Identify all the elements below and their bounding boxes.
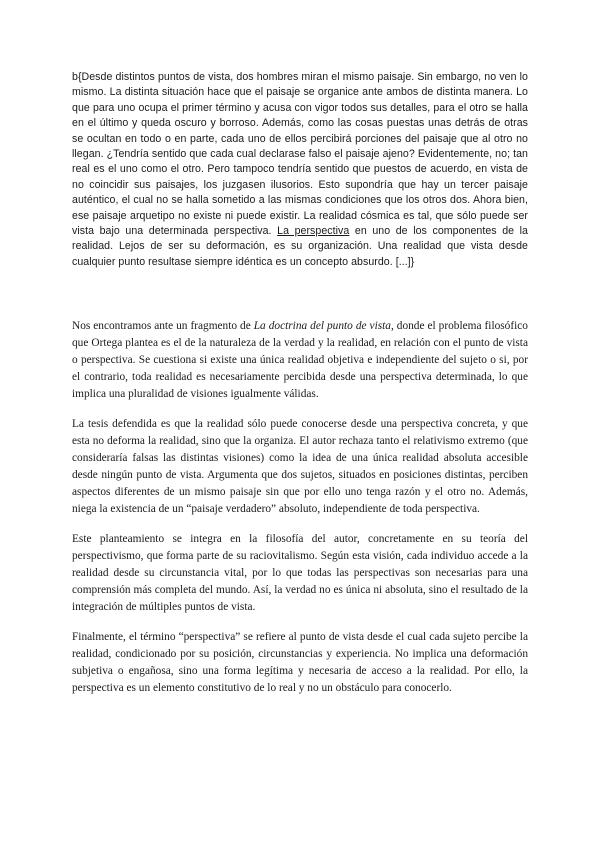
work-title: La doctrina del punto de vista,	[253, 320, 394, 332]
paragraph-1-rest: donde el problema filosófico que Ortega plantea es el de la naturaleza de la verdad y la realidad, en relación con el punto de vista o perspectiva. Se cuestiona si existe una única realidad objetiva e independiente del sujeto o si, por el contrario, toda realidad es necesariamente percibida desde una perspectiva determinada, lo que implica una pluralidad de visiones igualmente válidas.	[72, 320, 528, 400]
commentary-paragraph-3: Este planteamiento se integra en la filosofía del autor, concretamente en su teoría del perspectivismo, que forma parte de su raciovitalismo. Según esta visión, cada individuo accede a la realidad desde su circunstancia vital, por lo que todas las perspectivas son necesarias para una comprensión más completa del mundo. Así, la verdad no es única ni absoluta, sino el resultado de la integración de múltiples puntos de vista.	[72, 533, 528, 613]
commentary-paragraph-4: Finalmente, el término “perspectiva” se refiere al punto de vista desde el cual cada sujeto percibe la realidad, condicionado por su posición, circunstancias y experiencia. No implica una deformación subjetiva o engañosa, sino una forma legítima y necesaria de acceso a la realidad. Por ello, la perspectiva es un elemento constitutivo de lo real y no un obstáculo para conocerlo.	[72, 631, 528, 694]
commentary-block	[72, 318, 528, 710]
commentary-paragraph-2: La tesis defendida es que la realidad sólo puede conocerse desde una perspectiva concreta, y que esta no deforma la realidad, sino que la organiza. El autor rechaza tanto el relativismo extremo (que consideraría falsas las distintas visiones) como la idea de una única realidad absoluta accesible desde ningún punto de vista. Argumenta que dos sujetos, situados en posiciones distintas, perciben aspectos diferentes de un mismo paisaje sin que por ello uno tenga razón y el otro no. Además, niega la existencia de un “paisaje verdadero” absoluto, independiente de toda perspectiva.	[72, 418, 528, 515]
quoted-text-block	[72, 70, 528, 270]
commentary-paragraph-1	[72, 318, 528, 403]
paragraph-1-intro: Nos encontramos ante un fragmento de	[72, 320, 254, 332]
quote-underlined-term: La perspectiva	[277, 225, 350, 238]
quote-text-part1: b{Desde distintos puntos de vista, dos hombres miran el mismo paisaje. Sin embargo, no ven lo mismo. La distinta situación hace que el paisaje se organice ante ambos de distinta manera. Lo que para uno ocupa el primer término y acusa con vigor todos sus detalles, para el otro se halla en el último y queda oscuro y borroso. Además, como las cosas puestas unas detrás de otras se ocultan en todo o en parte, cada uno de ellos percibirá porciones del paisaje que al otro no llegan. ¿Tendría sentido que cada cual declarase falso el paisaje ajeno? Evidentemente, no; tan real es el uno como el otro. Pero tampoco tendría sentido que puestos de acuerdo, en vista de no coincidir sus paisajes, los juzgasen ilusorios. Esto supondría que hay un tercer paisaje auténtico, el cual no se halla sometido a las mismas condiciones que los otros dos. Ahora bien, ese paisaje arquetipo no existe ni puede existir. La realidad cósmica es tal, que sólo puede ser vista bajo una determinada perspectiva.	[72, 71, 528, 238]
quote-text-part2: en uno de los componentes de la realidad. Lejos de ser su deformación, es su organización. Una realidad que vista desde cualquier punto resultase siempre idéntica es un concepto absurdo. [...]}	[72, 225, 528, 268]
